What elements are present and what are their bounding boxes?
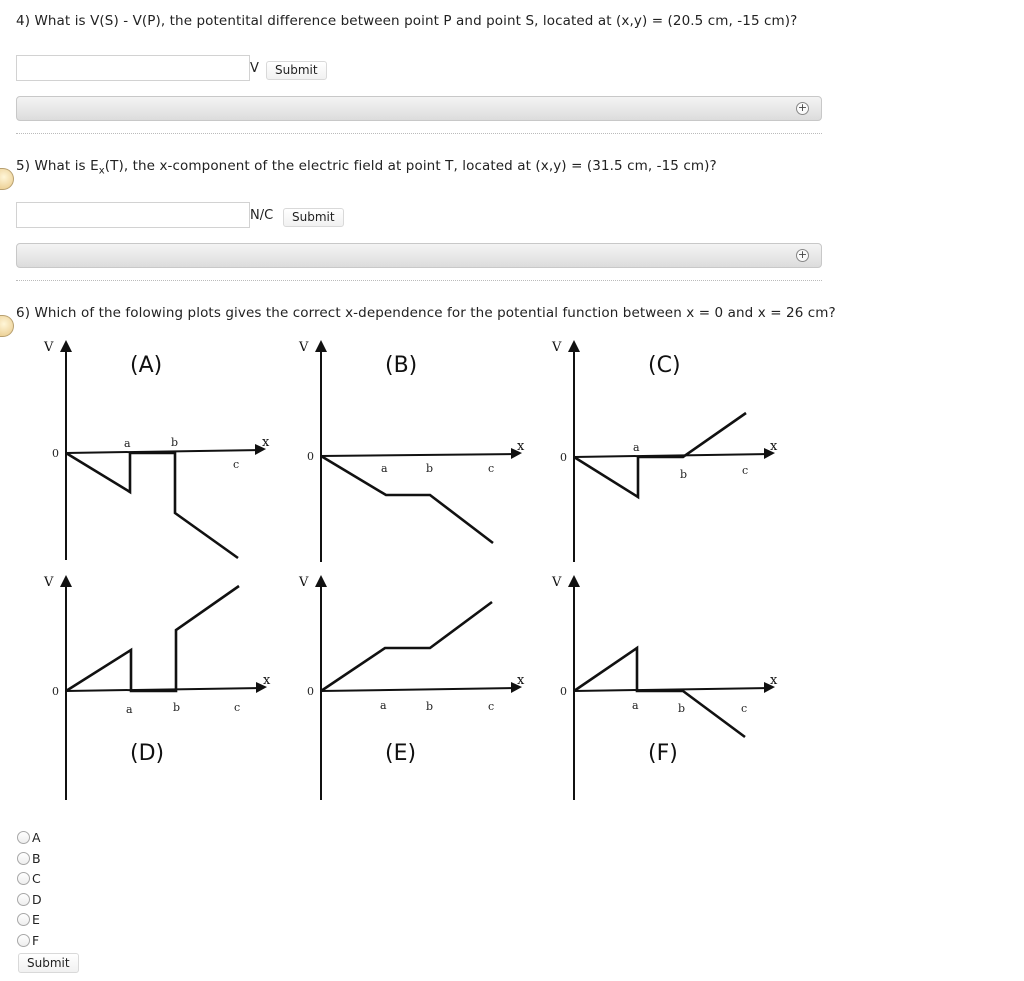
- option-b[interactable]: B: [17, 849, 42, 870]
- axis-x-label: x: [263, 673, 271, 688]
- axis-v-label: V: [299, 575, 309, 590]
- tick-b-label: b: [680, 468, 688, 481]
- plot-b: [298, 340, 525, 562]
- x-axis: [321, 454, 518, 456]
- option-d[interactable]: D: [17, 890, 42, 911]
- tick-b-label: b: [173, 701, 181, 714]
- axis-x-label: x: [262, 435, 270, 450]
- x-axis: [321, 688, 518, 691]
- tick-a-label: a: [126, 703, 133, 716]
- v-axis-arrow: [315, 575, 327, 587]
- origin-label: 0: [52, 447, 59, 460]
- tick-c-label: c: [233, 458, 240, 471]
- submit-button-q6[interactable]: Submit: [18, 953, 79, 973]
- tick-c-label: c: [234, 701, 241, 714]
- plot-label-a: (A): [130, 353, 163, 378]
- tick-a-label: a: [380, 699, 387, 712]
- plot-label-b: (B): [385, 353, 418, 378]
- v-axis-arrow: [568, 575, 580, 587]
- v-axis-arrow: [568, 340, 580, 352]
- plot-e: [298, 575, 525, 800]
- axis-x-label: x: [770, 439, 778, 454]
- tick-c-label: c: [741, 702, 748, 715]
- axis-x-label: x: [517, 673, 525, 688]
- axis-x-label: x: [517, 439, 525, 454]
- unit-label-q4: V: [250, 61, 259, 76]
- submit-button-q5[interactable]: Submit: [283, 208, 344, 227]
- option-e[interactable]: E: [17, 910, 42, 931]
- hint-bar-q5[interactable]: [16, 243, 822, 268]
- hint-bar-q4[interactable]: [16, 96, 822, 121]
- radio-e[interactable]: [17, 913, 30, 926]
- plot-a: [43, 340, 270, 560]
- answer-input-q5[interactable]: [16, 202, 250, 228]
- tick-b-label: b: [678, 702, 686, 715]
- curve-d: [66, 586, 239, 691]
- tick-a-label: a: [381, 462, 388, 475]
- radio-c[interactable]: [17, 872, 30, 885]
- radio-b[interactable]: [17, 852, 30, 865]
- v-axis-arrow: [60, 340, 72, 352]
- v-axis-arrow: [60, 575, 72, 587]
- radio-f[interactable]: [17, 934, 30, 947]
- v-axis-arrow: [315, 340, 327, 352]
- origin-label: 0: [307, 450, 314, 463]
- question-4-text: 4) What is V(S) - V(P), the potentital difference between point P and point S, located at (x,y) = (20.5 cm, -15 cm)?: [16, 13, 798, 29]
- answer-options: [17, 828, 42, 951]
- axis-v-label: V: [44, 575, 54, 590]
- axis-x-label: x: [770, 673, 778, 688]
- tick-c-label: c: [488, 700, 495, 713]
- answer-input-q4[interactable]: [16, 55, 250, 81]
- axis-v-label: V: [299, 340, 309, 355]
- question-5-text: 5) What is $E_x(T)$, the x-component of the electric field at point T, located at (x,y) = (31.5 cm, -15 cm)?: [16, 158, 717, 177]
- tick-b-label: b: [426, 700, 434, 713]
- radio-a[interactable]: [17, 831, 30, 844]
- radio-d[interactable]: [17, 893, 30, 906]
- curve-b: [321, 456, 493, 543]
- origin-label: 0: [52, 685, 59, 698]
- axis-v-label: V: [44, 340, 54, 355]
- option-f[interactable]: F: [17, 931, 42, 952]
- curve-e: [321, 602, 492, 691]
- curve-a: [66, 453, 238, 558]
- potential-plots-figure: [0, 330, 830, 810]
- question-6-text: 6) Which of the folowing plots gives the correct x-dependence for the potential function between x = 0 and x = 26 cm?: [16, 305, 836, 321]
- tick-a-label: a: [633, 441, 640, 454]
- tick-b-label: b: [171, 436, 179, 449]
- side-marker-icon: [0, 168, 14, 190]
- plus-circle-icon[interactable]: +: [797, 248, 808, 261]
- unit-label-q5: N/C: [250, 208, 274, 223]
- axis-v-label: V: [552, 340, 562, 355]
- option-c[interactable]: C: [17, 869, 42, 890]
- plot-label-e: (E): [385, 741, 417, 766]
- axis-v-label: V: [552, 575, 562, 590]
- option-a[interactable]: A: [17, 828, 42, 849]
- plot-d: [43, 575, 271, 800]
- plus-circle-icon[interactable]: +: [797, 101, 808, 114]
- origin-label: 0: [560, 685, 567, 698]
- plot-label-f: (F): [648, 741, 678, 766]
- plot-label-c: (C): [648, 353, 681, 378]
- submit-button-q4[interactable]: Submit: [266, 61, 327, 80]
- tick-c-label: c: [488, 462, 495, 475]
- tick-c-label: c: [742, 464, 749, 477]
- plot-c: [551, 340, 778, 562]
- tick-b-label: b: [426, 462, 434, 475]
- divider: [16, 133, 822, 134]
- curve-f: [574, 648, 748, 737]
- origin-label: 0: [307, 685, 314, 698]
- divider: [16, 280, 822, 281]
- tick-a-label: a: [632, 699, 639, 712]
- tick-a-label: a: [124, 437, 131, 450]
- plot-label-d: (D): [130, 741, 165, 766]
- plot-f: [551, 575, 778, 800]
- origin-label: 0: [560, 451, 567, 464]
